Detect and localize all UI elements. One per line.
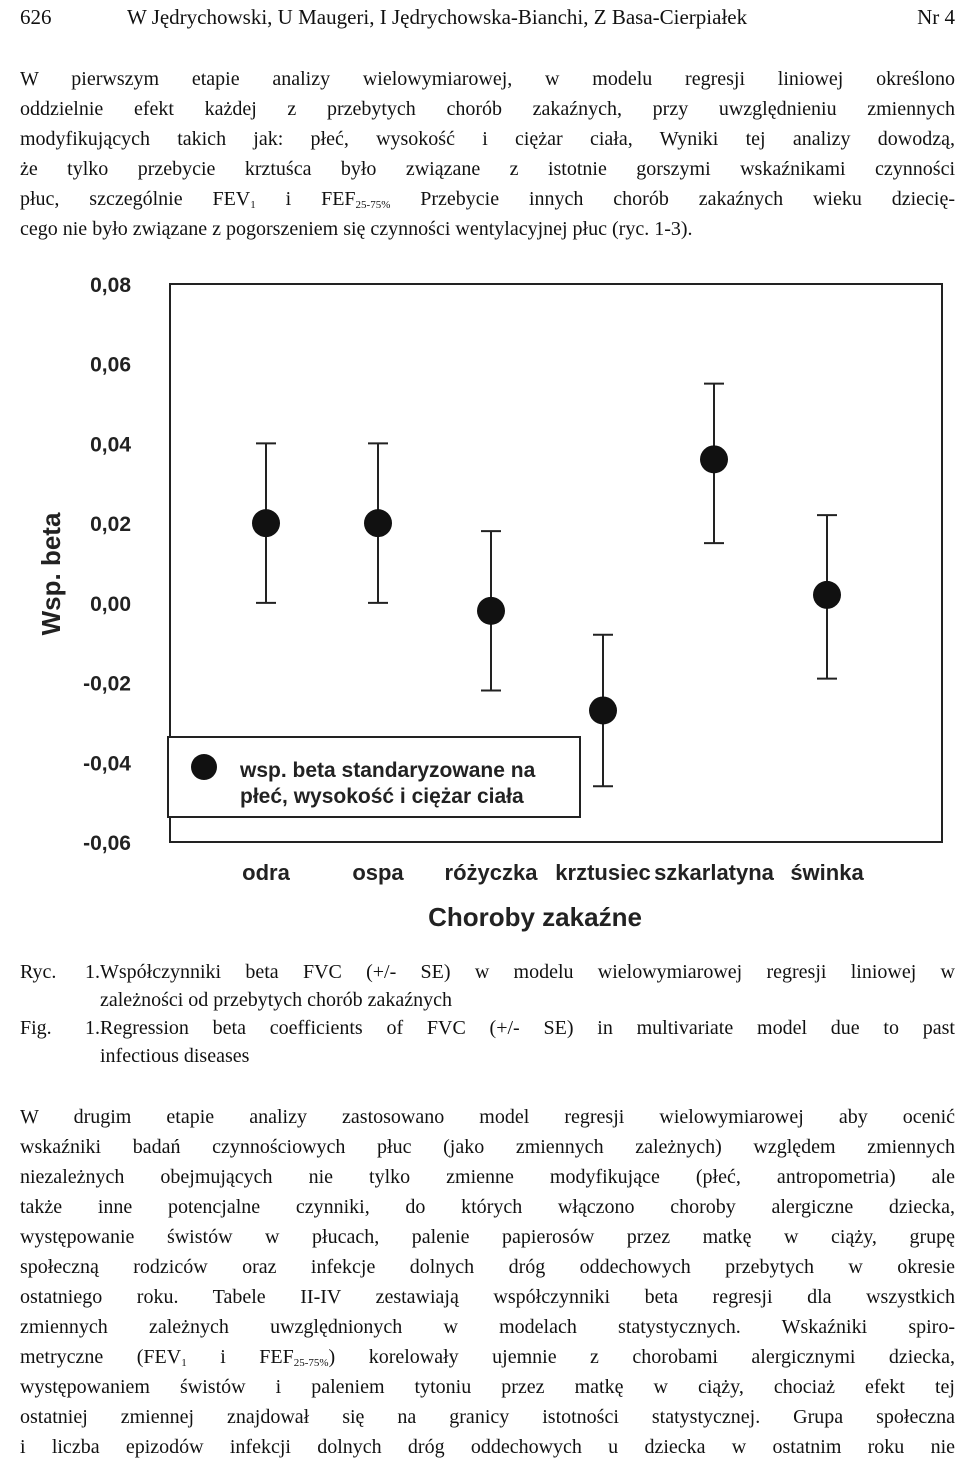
issue-number: Nr 4	[917, 5, 955, 29]
paragraph-1	[20, 64, 955, 244]
para1-line: oddzielnie efekt każdej z przebytych chorób zakaźnych, przy uwzględnieniu zmiennych	[20, 98, 955, 120]
x-tick-label: różyczka	[444, 860, 538, 885]
caption-text-en: Regression beta coefficients of FVC (+/- SE) in multivariate model due to past	[100, 1017, 955, 1039]
x-tick-label: odra	[242, 860, 290, 885]
x-axis-label: Choroby zakaźne	[428, 902, 642, 932]
running-head-authors: W Jędrychowski, U Maugeri, I Jędrychowska-Bianchi, Z Basa-Cierpiałek	[127, 5, 748, 29]
legend-text-line1: wsp. beta standaryzowane na	[240, 759, 536, 782]
x-axis-ticks	[242, 860, 864, 885]
figure-caption-en	[20, 1014, 955, 1070]
para2-line: ostatniej zmiennej znajdował się na granicy istotności statystycznej. Grupa społeczna	[20, 1406, 955, 1428]
para2-line: występowanie świstów w płucach, palenie papierosów przez matkę w ciąży, grupę	[20, 1226, 955, 1248]
para2-line: ostatniego roku. Tabele II-IV zestawiają współczynniki beta regresji dla wszystkich	[20, 1286, 955, 1308]
para2-line: wskaźniki badań czynnościowych płuc (jako zmiennych zależnych) względem zmiennych	[20, 1136, 955, 1158]
caption-text-pl: Współczynniki beta FVC (+/- SE) w modelu wielowymiarowej regresji liniowej w	[100, 961, 955, 983]
x-tick-label: świnka	[790, 860, 864, 885]
y-tick-label: 0,04	[90, 433, 131, 457]
para1-line: modyfikujących takich jak: płeć, wysokość i ciężar ciała, Wyniki tej analizy dowodzą,	[20, 128, 955, 150]
figure-caption-pl	[20, 958, 955, 1014]
y-tick-label: 0,02	[90, 513, 131, 537]
data-point	[364, 509, 392, 537]
caption-label-pl: Ryc. 1.	[20, 961, 100, 983]
para1-line: że tylko przebycie krztuśca było związane z istotnie gorszymi wskaźnikami czynności	[20, 158, 955, 180]
para2-line: także inne potencjalne czynniki, do których włączono choroby alergiczne dziecka,	[20, 1196, 955, 1218]
para2-line: i liczba epizodów infekcji dolnych dróg oddechowych u dziecka w ostatnim roku nie	[20, 1436, 955, 1458]
data-point	[589, 696, 617, 724]
y-tick-label: -0,06	[83, 832, 131, 855]
data-point	[252, 509, 280, 537]
x-tick-label: ospa	[352, 860, 404, 885]
y-tick-label: 0,06	[90, 353, 131, 377]
legend-marker	[191, 754, 217, 780]
caption-text-pl-cont: zależności od przebytych chorób zakaźnych	[100, 989, 453, 1011]
data-points	[252, 384, 841, 787]
x-tick-label: szkarlatyna	[654, 860, 774, 885]
data-point	[700, 445, 728, 473]
y-tick-label: 0,08	[90, 274, 131, 297]
y-tick-label: -0,02	[83, 672, 131, 696]
beta-coefficients-chart	[0, 262, 960, 946]
para2-line: zmiennych zależnych uwzględnionych w modelach statystycznych. Wskaźniki spiro-	[20, 1316, 955, 1338]
para2-line: społeczną rodziców oraz infekcje dolnych dróg oddechowych przebytych w okresie	[20, 1256, 955, 1278]
y-axis-label: Wsp. beta	[36, 512, 66, 636]
data-point	[813, 581, 841, 609]
para2-line: W drugim etapie analizy zastosowano model regresji wielowymiarowej aby ocenić	[20, 1106, 955, 1128]
paragraph-2	[20, 1102, 955, 1462]
para2-line: występowaniem świstów i paleniem tytoniu przez matkę w ciąży, chociaż efekt tej	[20, 1376, 955, 1398]
caption-text-en-cont: infectious diseases	[100, 1045, 250, 1067]
para1-line: cego nie było związane z pogorszeniem się czynności wentylacyjnej płuc (ryc. 1-3).	[20, 218, 693, 240]
page-number: 626	[20, 5, 52, 29]
para1-line: W pierwszym etapie analizy wielowymiarowej, w modelu regresji liniowej określono	[20, 68, 955, 90]
x-tick-label: krztusiec	[555, 860, 651, 885]
para1-line: płuc, szczególnie $FEV_1$ i $FEF_{25-75\%}$ Przebycie innych chorób zakaźnych wieku dziecię-	[20, 188, 955, 211]
caption-label-en: Fig. 1.	[20, 1017, 100, 1039]
y-tick-label: 0,00	[90, 592, 131, 616]
data-point	[477, 597, 505, 625]
y-axis-ticks	[83, 274, 131, 855]
legend-text-line2: płeć, wysokość i ciężar ciała	[240, 785, 524, 808]
para2-line: metryczne ($FEV_1$ i $FEF_{25-75\%}$) korelowały ujemnie z chorobami alergicznymi dziecka,	[20, 1346, 955, 1369]
running-head	[20, 4, 955, 30]
y-tick-label: -0,04	[83, 752, 131, 776]
legend	[168, 737, 580, 817]
para2-line: niezależnych obejmujących nie tylko zmienne modyfikujące (płeć, antropometria) ale	[20, 1166, 955, 1188]
